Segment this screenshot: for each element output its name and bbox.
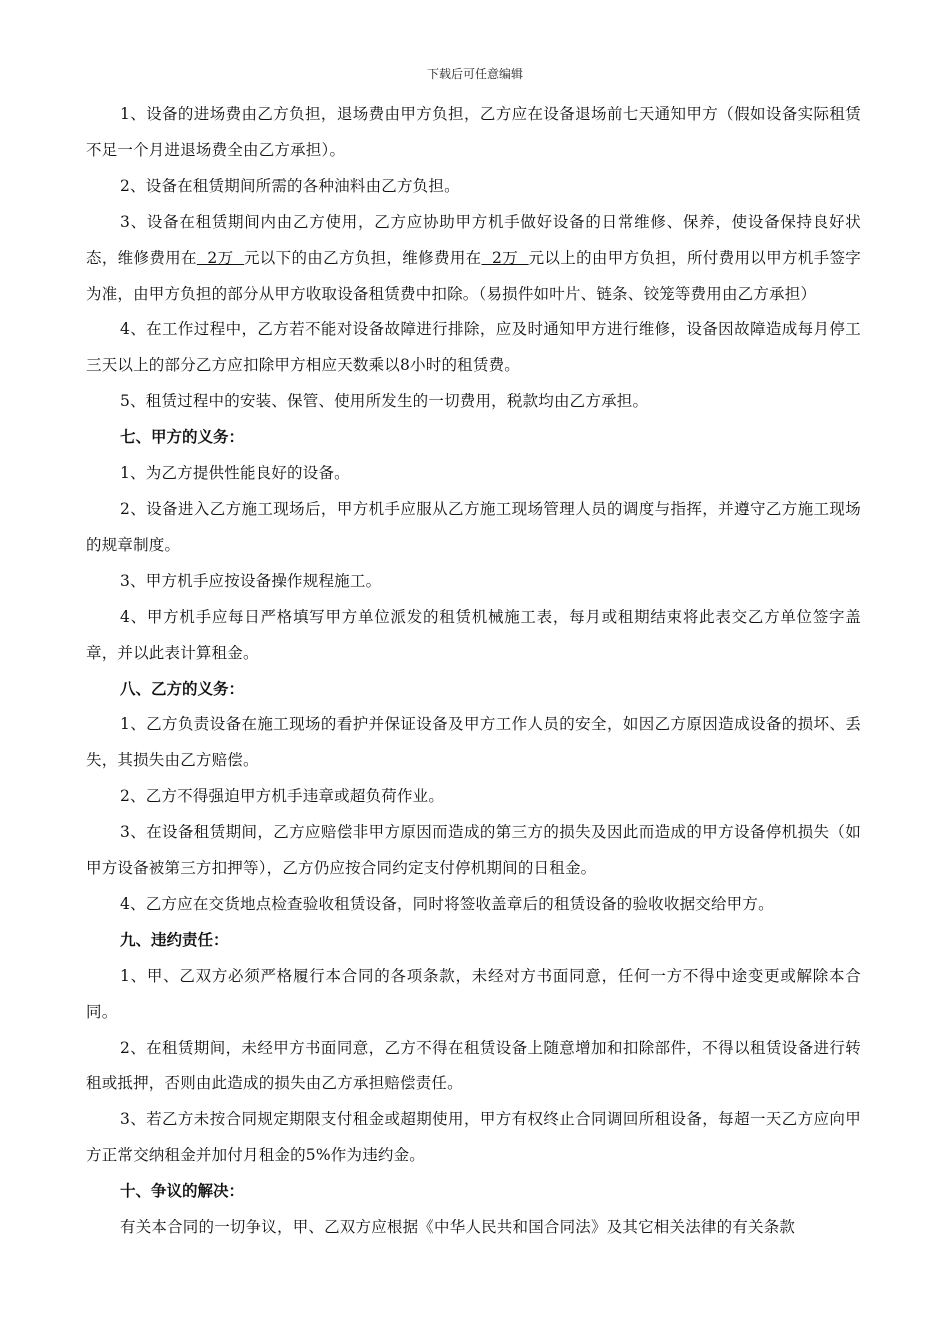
clause7-heading: 七、甲方的义务： xyxy=(120,428,245,447)
clause9-item2: 2、在租赁期间，未经甲方书面同意，乙方不得在租赁设备上随意增加和扣除部件，不得以租赁设备进行转租或抵押，否则由此造成的损失由乙方承担赔偿责任。 xyxy=(86,1038,861,1093)
clause6-item3 xyxy=(86,205,861,313)
clause8-item2: 2、乙方不得强迫甲方机手违章或超负荷作业。 xyxy=(120,787,445,806)
clause8-item1: 1、乙方负责设备在施工现场的看护并保证设备及甲方工作人员的安全，如因乙方原因造成设备的损坏、丢失，其损失由乙方赔偿。 xyxy=(86,715,861,770)
clause8-item4: 4、乙方应在交货地点检查验收租赁设备，同时将签收盖章后的租赁设备的验收收据交给甲方。 xyxy=(120,894,774,913)
clause8-heading: 八、乙方的义务： xyxy=(120,679,245,698)
clause8-item3: 3、在设备租赁期间，乙方应赔偿非甲方原因而造成的第三方的损失及因此而造成的甲方设备停机损失（如甲方设备被第三方扣押等），乙方仍应按合同约定支付停机期间的日租金。 xyxy=(86,823,861,878)
clause6-item4: 4、在工作过程中，乙方若不能对设备故障进行排除，应及时通知甲方进行维修，设备因故障造成每月停工三天以上的部分乙方应扣除甲方相应天数乘以8小时的租赁费。 xyxy=(86,320,861,375)
clause9-heading: 九、违约责任： xyxy=(120,930,229,949)
page-header-note: 下载后可任意编辑 xyxy=(426,67,523,81)
clause7-item3: 3、甲方机手应按设备操作规程施工。 xyxy=(120,571,382,590)
clause6-item1: 1、设备的进场费由乙方负担，退场费由甲方负担，乙方应在设备退场前七天通知甲方（假如设备实际租赁不足一个月进退场费全由乙方承担）。 xyxy=(86,105,861,159)
clause6-item3-part-c: 元以上的由甲方负担，所付费用以甲方机手签字为准，由甲方负担的部分从甲方收取设备租赁费中扣除。（易损件如叶片、链条、铰笼等费用由乙方承担） xyxy=(86,248,862,303)
clause6-item3-part-a: 3、设备在租赁期间内由乙方使用，乙方应协助甲方机手做好设备的日常维修、保养，使设备保持良好状态，维修费用在 xyxy=(86,212,861,267)
clause6-item5: 5、租赁过程中的安装、保管、使用所发生的一切费用，税款均由乙方承担。 xyxy=(120,392,649,411)
clause6-item3-part-b: 元以下的由乙方负担，维修费用在 xyxy=(243,248,482,267)
clause9-item1: 1、甲、乙双方必须严格履行本合同的各项条款，未经对方书面同意，任何一方不得中途变更或解除本合同。 xyxy=(86,966,861,1021)
clause10-heading: 十、争议的解决： xyxy=(120,1182,245,1201)
clause7-item2: 2、设备进入乙方施工现场后，甲方机手应服从乙方施工现场管理人员的调度与指挥，并遵守乙方施工现场的规章制度。 xyxy=(86,499,861,554)
clause6-item2: 2、设备在租赁期间所需的各种油料由乙方负担。 xyxy=(120,176,460,195)
clause7-item4: 4、甲方机手应每日严格填写甲方单位派发的租赁机械施工表，每月或租期结束将此表交乙方单位签字盖章，并以此表计算租金。 xyxy=(86,607,861,662)
maintenance-threshold-blank-2: 2万 xyxy=(481,248,529,267)
contract-body xyxy=(86,97,861,1246)
clause9-item3: 3、若乙方未按合同规定期限支付租金或超期使用，甲方有权终止合同调回所租设备，每超一天乙方应向甲方正常交纳租金并加付月租金的5%作为违约金。 xyxy=(86,1110,861,1165)
clause10-item1: 有关本合同的一切争议，甲、乙双方应根据《中华人民共和国合同法》及其它相关法律的有关条款 xyxy=(120,1218,796,1237)
maintenance-threshold-blank-1: 2万 xyxy=(196,248,244,267)
clause7-item1: 1、为乙方提供性能良好的设备。 xyxy=(120,464,350,483)
